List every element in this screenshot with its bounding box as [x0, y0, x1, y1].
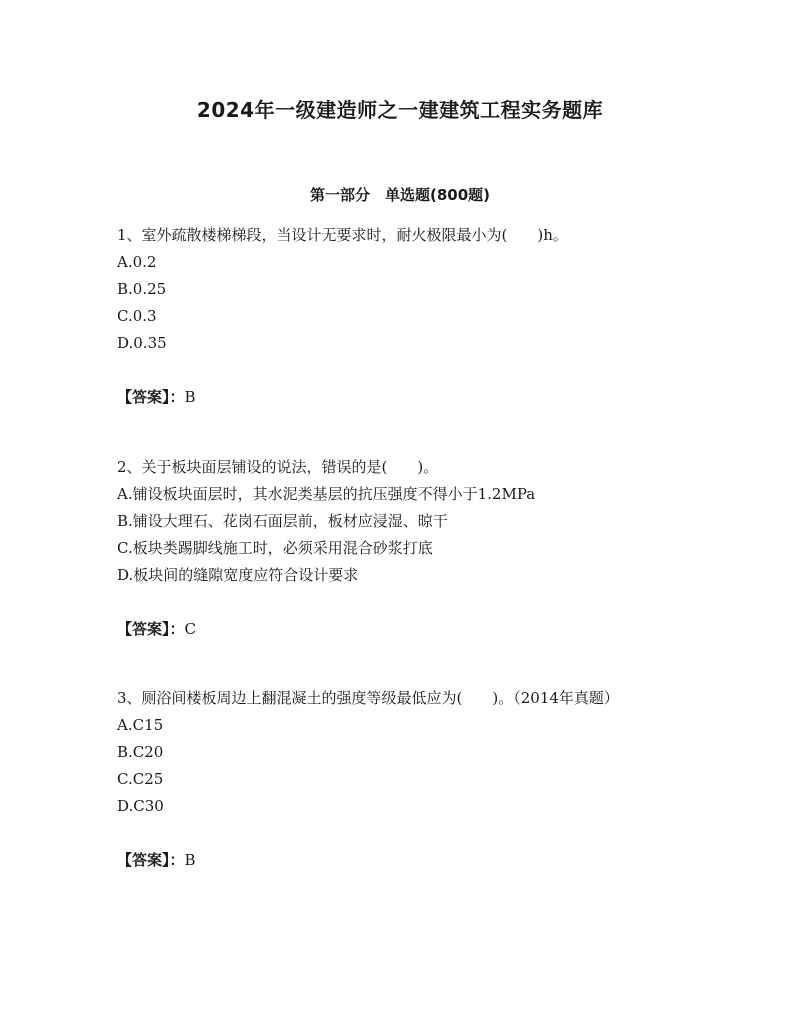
- question-stem: 2、关于板块面层铺设的说法，错误的是( )。: [117, 458, 439, 476]
- document-title: 2024年一级建造师之一建建筑工程实务题库: [196, 98, 604, 122]
- option-a: A.C15: [117, 716, 164, 734]
- option-b: B.0.25: [117, 280, 167, 298]
- answer-value: C: [184, 620, 196, 638]
- option-d: D.0.35: [117, 334, 167, 352]
- answer-label: 【答案】：: [117, 388, 185, 406]
- option-a: A.铺设板块面层时，其水泥类基层的抗压强度不得小于1.2MPa: [117, 485, 536, 503]
- section-heading: 第一部分 单选题(800题): [309, 186, 491, 204]
- question-1: [117, 222, 677, 411]
- option-c: C.0.3: [117, 307, 157, 325]
- option-d: D.板块间的缝隙宽度应符合设计要求: [117, 566, 359, 584]
- question-stem: 3、厕浴间楼板周边上翻混凝土的强度等级最低应为( )。（2014年真题）: [117, 689, 619, 707]
- answer-value: B: [184, 388, 196, 406]
- option-d: D.C30: [117, 797, 164, 815]
- answer-label: 【答案】：: [117, 851, 185, 869]
- option-b: B.铺设大理石、花岗石面层前，板材应浸湿、晾干: [117, 512, 448, 530]
- question-stem: 1、室外疏散楼梯梯段，当设计无要求时，耐火极限最小为( )h。: [117, 226, 568, 244]
- answer-line: [117, 847, 677, 874]
- option-b: B.C20: [117, 743, 164, 761]
- question-3: [117, 685, 677, 874]
- option-c: C.C25: [117, 770, 164, 788]
- answer-label: 【答案】：: [117, 620, 185, 638]
- answer-line: [117, 384, 677, 411]
- option-c: C.板块类踢脚线施工时，必须采用混合砂浆打底: [117, 539, 433, 557]
- question-2: [117, 454, 677, 643]
- option-a: A.0.2: [117, 253, 157, 271]
- answer-value: B: [184, 851, 196, 869]
- answer-line: [117, 616, 677, 643]
